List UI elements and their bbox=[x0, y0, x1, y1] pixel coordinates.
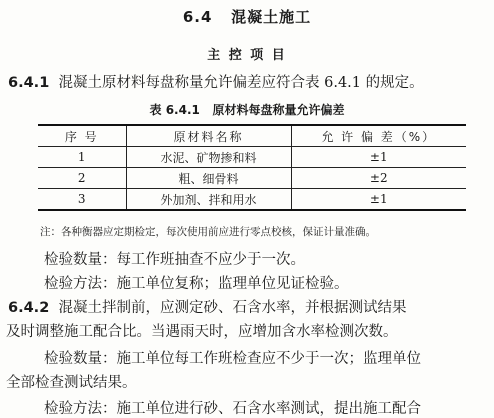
cell-seq: 2 bbox=[38, 168, 126, 189]
table-row bbox=[38, 168, 466, 189]
cell-tolerance: ±1 bbox=[291, 147, 466, 168]
table-caption bbox=[0, 101, 494, 118]
section-heading bbox=[0, 6, 494, 27]
table-header-row bbox=[38, 125, 466, 147]
check-quantity-1: 检验数量：每工作班抽查不应少于一次。 bbox=[44, 252, 305, 268]
header-tolerance: 允 许 偏 差（%） bbox=[291, 125, 466, 147]
table-note: 注：各种衡器应定期检定，每次使用前应进行零点校核，保证计量准确。 bbox=[40, 226, 376, 238]
table-row bbox=[38, 189, 466, 211]
clause-6-4-2 bbox=[8, 296, 407, 317]
check-quantity-2-line1: 检验数量：施工单位每工作班检查应不少于一次；监理单位 bbox=[44, 351, 421, 367]
subheading: 主 控 项 目 bbox=[207, 48, 287, 63]
table-caption-number: 表 6.4.1 bbox=[149, 103, 200, 117]
table-caption-title: 原材料每盘称量允许偏差 bbox=[212, 103, 345, 117]
header-material: 原材料名称 bbox=[126, 125, 291, 147]
clause-number: 6.4.1 bbox=[8, 75, 50, 91]
cell-tolerance: ±1 bbox=[291, 189, 466, 211]
clause-number: 6.4.2 bbox=[8, 300, 50, 316]
cell-seq: 1 bbox=[38, 147, 126, 168]
section-number: 6.4 bbox=[182, 8, 213, 26]
clause-6-4-1 bbox=[8, 71, 424, 92]
cell-material: 粗、细骨料 bbox=[126, 168, 291, 189]
check-quantity-2-line2: 全部检查测试结果。 bbox=[6, 375, 137, 391]
cell-tolerance: ±2 bbox=[291, 168, 466, 189]
cell-material: 水泥、矿物掺和料 bbox=[126, 147, 291, 168]
header-seq: 序 号 bbox=[38, 125, 126, 147]
cell-material: 外加剂、拌和用水 bbox=[126, 189, 291, 211]
clause-text: 混凝土原材料每盘称量允许偏差应符合表 6.4.1 的规定。 bbox=[58, 75, 424, 91]
clause-6-4-2-line2: 及时调整施工配合比。当遇雨天时，应增加含水率检测次数。 bbox=[6, 324, 398, 340]
cell-seq: 3 bbox=[38, 189, 126, 211]
section-title: 混凝土施工 bbox=[231, 8, 312, 26]
check-method-2: 检验方法：施工单位进行砂、石含水率测试，提出施工配合 bbox=[44, 401, 421, 417]
tolerance-table bbox=[38, 124, 466, 211]
clause-text-line1: 混凝土拌制前，应测定砂、石含水率，并根据测试结果 bbox=[58, 300, 407, 316]
check-method-1: 检验方法：施工单位复称；监理单位见证检验。 bbox=[44, 276, 349, 292]
table-row bbox=[38, 147, 466, 168]
